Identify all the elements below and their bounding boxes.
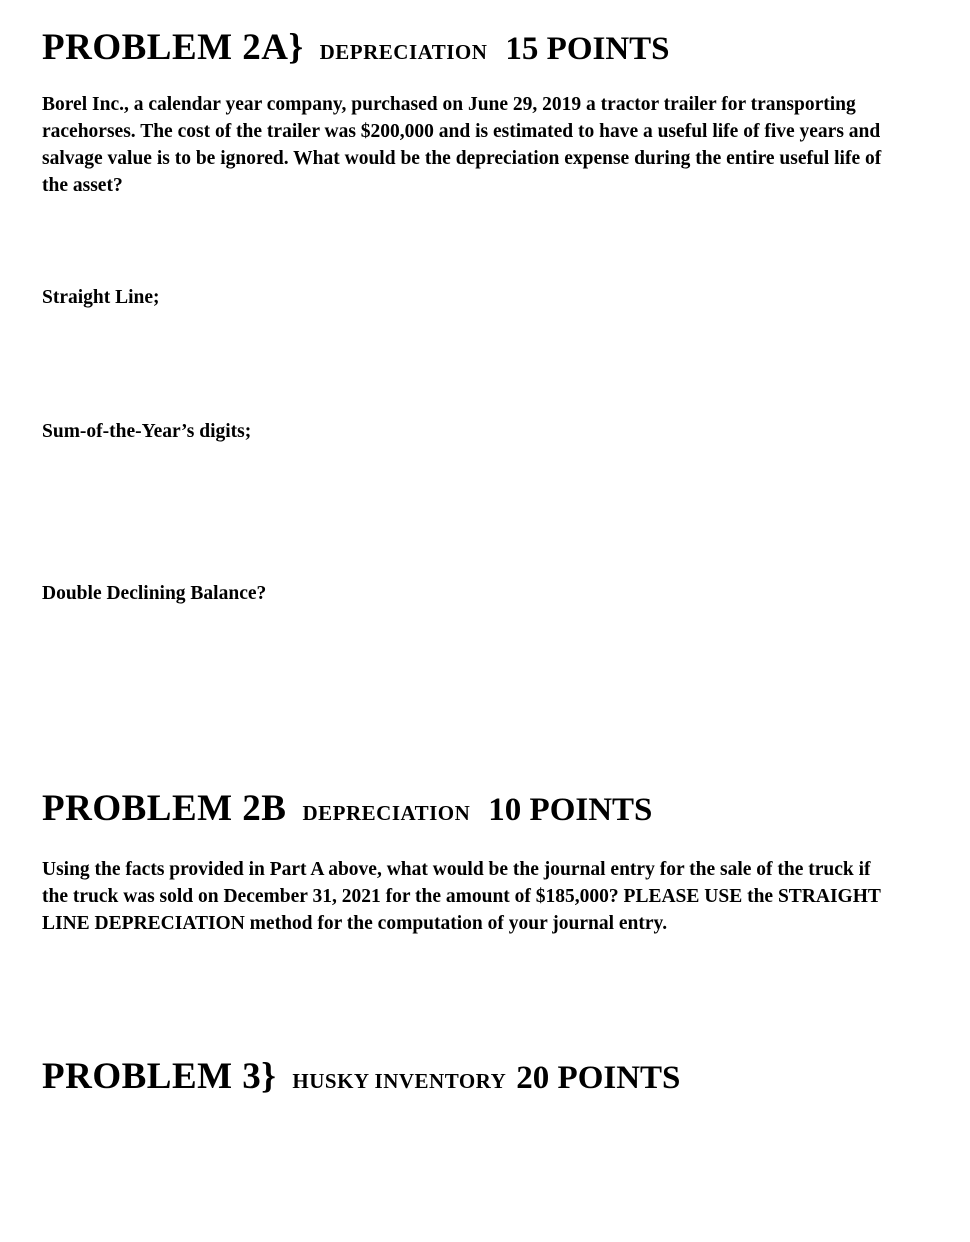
problem-2b-title: PROBLEM 2B bbox=[42, 788, 287, 829]
problem-2a-body: Borel Inc., a calendar year company, purchased on June 29, 2019 a tractor trailer for transporting racehorses. The cost of the trailer was $200,000 and is estimated to have a useful life of five years and salvage value is to be ignored. What would be the depreciation expense during the entire useful life of the asset? bbox=[42, 94, 882, 196]
problem-3-subject: HUSKY INVENTORY bbox=[292, 1069, 507, 1093]
problem-2b-subject: DEPRECIATION bbox=[302, 801, 471, 825]
prompt-straight-line: Straight Line; bbox=[42, 287, 160, 308]
problem-2b-points: 10 POINTS bbox=[488, 792, 653, 828]
problem-2a-subject: DEPRECIATION bbox=[319, 40, 488, 64]
prompt-double-declining-balance: Double Declining Balance? bbox=[42, 583, 267, 604]
problem-3-points: 20 POINTS bbox=[516, 1060, 681, 1096]
problem-2b-body: Using the facts provided in Part A above, what would be the journal entry for the sale of the truck if the truck was sold on December 31, 2021 for the amount of $185,000? PLEASE USE the STRAIGHT LINE DEPRECIATION method for the computation of your journal entry. bbox=[42, 859, 881, 934]
prompt-sum-of-years-digits: Sum-of-the-Year’s digits; bbox=[42, 421, 252, 442]
problem-2b-heading bbox=[42, 787, 908, 830]
problem-2a-heading bbox=[42, 26, 908, 69]
problem-2a-title: PROBLEM 2A} bbox=[42, 27, 304, 68]
problem-3-heading bbox=[42, 1055, 908, 1098]
problem-2a-points: 15 POINTS bbox=[505, 31, 670, 67]
problem-3-title: PROBLEM 3} bbox=[42, 1056, 277, 1097]
